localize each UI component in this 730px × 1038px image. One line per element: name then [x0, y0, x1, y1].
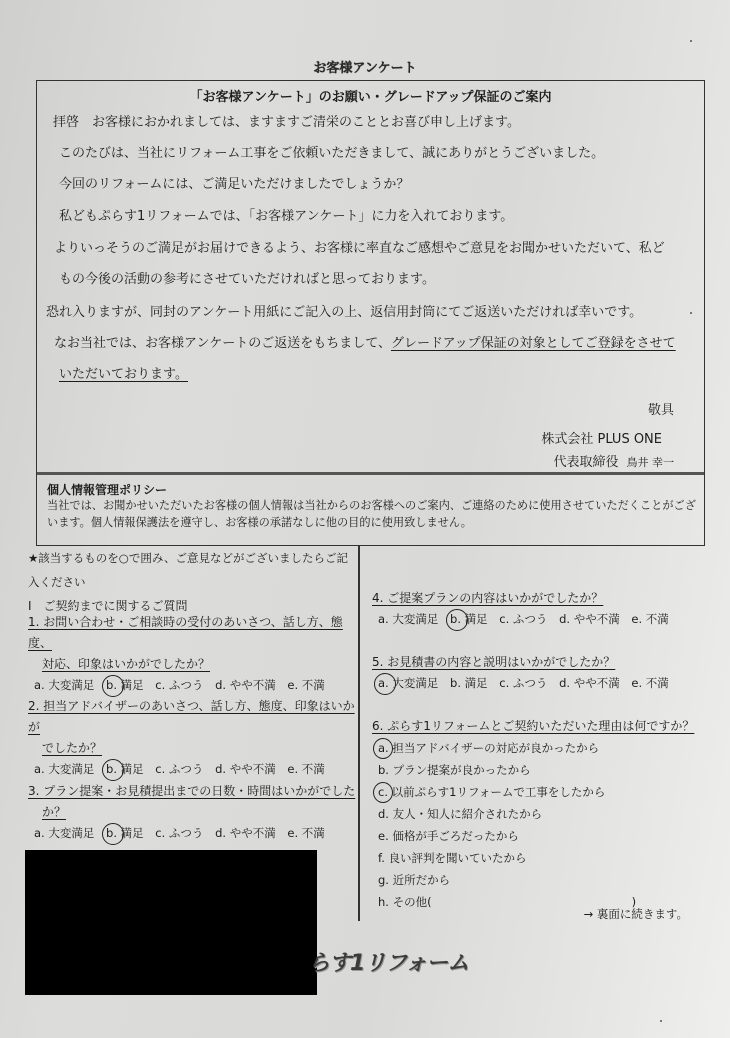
question-text: 対応、印象はいかがでしたか？: [42, 657, 211, 671]
representative: [553, 451, 674, 470]
option-a[interactable]: a. 大変満足: [34, 826, 95, 840]
option-a-selected[interactable]: a. 大変満足: [378, 676, 439, 690]
answer-options: [372, 673, 702, 694]
letter-heading: 「お客様アンケート」のお願い・グレードアップ保証のご案内: [189, 90, 552, 105]
reason-a-selected[interactable]: a. 担当アドバイザーの対応が良かったから: [378, 741, 600, 755]
registration-prefix: なお当社では、お客様アンケートのご返送をもちまして、: [54, 336, 391, 351]
instructions: ★該当するものを○で囲み、ご意見などがございましたらご記入ください: [28, 551, 349, 589]
privacy-policy-text: 当社では、お聞かせいただいたお客様の個人情報は当社からのお客様へのご案内、ご連絡のために使用させていただくことがございます。個人情報保護法を遵守し、お客様の承諾なしに他の目的に使用致しません。: [47, 499, 696, 529]
reason-d[interactable]: d. 友人・知人に紹介されたから: [378, 807, 543, 821]
registration-line-2: いただいております。: [59, 367, 188, 382]
grade-up-warranty-text: グレードアップ保証の対象としてご登録をさせて: [390, 336, 676, 351]
column-divider: [358, 546, 360, 921]
option-a[interactable]: a. 大変満足: [378, 612, 439, 626]
answer-options: [28, 675, 358, 696]
continue-note: → 裏面に続きます。: [583, 907, 688, 921]
answer-options: [372, 609, 702, 630]
question-5: [372, 652, 702, 694]
option-c[interactable]: c. ふつう: [155, 678, 204, 692]
letter-line: 今回のリフォームには、ご満足いただけましたでしょうか？: [59, 177, 410, 192]
question-text: 4. ご提案プランの内容はいかがでしたか？: [372, 591, 604, 605]
option-b-selected[interactable]: b. 満足: [450, 612, 488, 626]
closing: 敬具: [647, 403, 674, 418]
option-c[interactable]: c. ふつう: [499, 676, 548, 690]
redaction-block: [25, 850, 317, 995]
reason-e[interactable]: e. 価格が手ごろだったから: [378, 829, 519, 843]
letter-line: よりいっそうのご満足がお届けできるよう、お客様に率直なご感想やご意見をお聞かせいただいて、私ど: [54, 241, 665, 256]
company-name: 株式会社 PLUS ONE: [541, 432, 662, 447]
option-a[interactable]: a. 大変満足: [34, 762, 95, 776]
option-b-selected[interactable]: b. 満足: [106, 678, 144, 692]
document-title: お客様アンケート: [313, 61, 417, 76]
letter-line: 拝啓 お客様におかれましては、ますますご清栄のこととお喜び申し上げます。: [53, 115, 520, 130]
registration-line: [54, 332, 676, 351]
option-b-selected[interactable]: b. 満足: [106, 826, 144, 840]
option-d[interactable]: d. やや不満: [559, 612, 620, 626]
reason-h-other[interactable]: h. その他( ): [378, 895, 637, 909]
option-a[interactable]: a. 大変満足: [34, 678, 95, 692]
privacy-policy-title: 個人情報管理ポリシー: [47, 483, 168, 497]
option-e[interactable]: e. 不満: [287, 762, 325, 776]
answer-options: [28, 759, 358, 780]
option-c[interactable]: c. ふつう: [155, 762, 204, 776]
question-text: 2. 担当アドバイザーのあいさつ、話し方、態度、印象はいかが: [28, 699, 355, 734]
letter-line: もの今後の活動の参考にさせていただければと思っております。: [59, 272, 435, 287]
option-e[interactable]: e. 不満: [287, 826, 325, 840]
option-e[interactable]: e. 不満: [631, 676, 669, 690]
letter-box: [36, 80, 705, 546]
option-d[interactable]: d. やや不満: [215, 826, 276, 840]
option-d[interactable]: d. やや不満: [215, 678, 276, 692]
policy-divider: [37, 472, 704, 475]
question-2: [28, 696, 358, 780]
reason-g[interactable]: g. 近所だから: [378, 873, 451, 887]
question-3: [28, 781, 358, 844]
option-d[interactable]: d. やや不満: [559, 676, 620, 690]
reason-f[interactable]: f. 良い評判を聞いていたから: [378, 851, 527, 865]
question-text: 3. プラン提案・お見積提出までの日数・時間はいかがでした: [28, 784, 356, 798]
option-c[interactable]: c. ふつう: [155, 826, 204, 840]
option-d[interactable]: d. やや不満: [215, 762, 276, 776]
option-e[interactable]: e. 不満: [287, 678, 325, 692]
answer-options: [28, 823, 358, 844]
representative-signature: 鳥井 幸一: [626, 456, 674, 469]
option-b[interactable]: b. 満足: [450, 676, 488, 690]
letter-line: 恐れ入りますが、同封のアンケート用紙にご記入の上、返信用封筒にてご返送いただければ幸いです。: [46, 305, 643, 320]
question-1: [28, 612, 358, 696]
option-c[interactable]: c. ふつう: [499, 612, 548, 626]
reason-c-selected[interactable]: c. 以前ぷらす1リフォームで工事をしたから: [378, 785, 606, 799]
question-text: でしたか？: [42, 741, 103, 755]
company-logo: らす1リフォーム: [308, 951, 469, 976]
question-4: [372, 588, 702, 630]
question-text: 5. お見積書の内容と説明はいかがでしたか？: [372, 655, 616, 669]
reason-list: [372, 737, 702, 913]
reason-b[interactable]: b. プラン提案が良かったから: [378, 763, 531, 777]
letter-line: このたびは、当社にリフォーム工事をご依頼いただきまして、誠にありがとうございました。: [59, 146, 605, 161]
question-text: 1. お問い合わせ・ご相談時の受付のあいさつ、話し方、態度、: [28, 615, 343, 650]
paper-speck: [690, 312, 692, 314]
option-e[interactable]: e. 不満: [631, 612, 669, 626]
paper-speck: [690, 40, 692, 42]
question-6: [372, 716, 702, 913]
question-text: 6. ぷらす1リフォームとご契約いただいた理由は何ですか？: [372, 719, 695, 733]
section-title: Ⅰ ご契約までに関するご質問: [28, 599, 188, 613]
paper-speck: [660, 1020, 662, 1022]
letter-line: 私どもぷらす1リフォームでは、「お客様アンケート」に力を入れております。: [59, 209, 514, 224]
representative-title: 代表取締役: [553, 455, 619, 470]
question-text: か？: [42, 805, 67, 819]
option-b-selected[interactable]: b. 満足: [106, 762, 144, 776]
